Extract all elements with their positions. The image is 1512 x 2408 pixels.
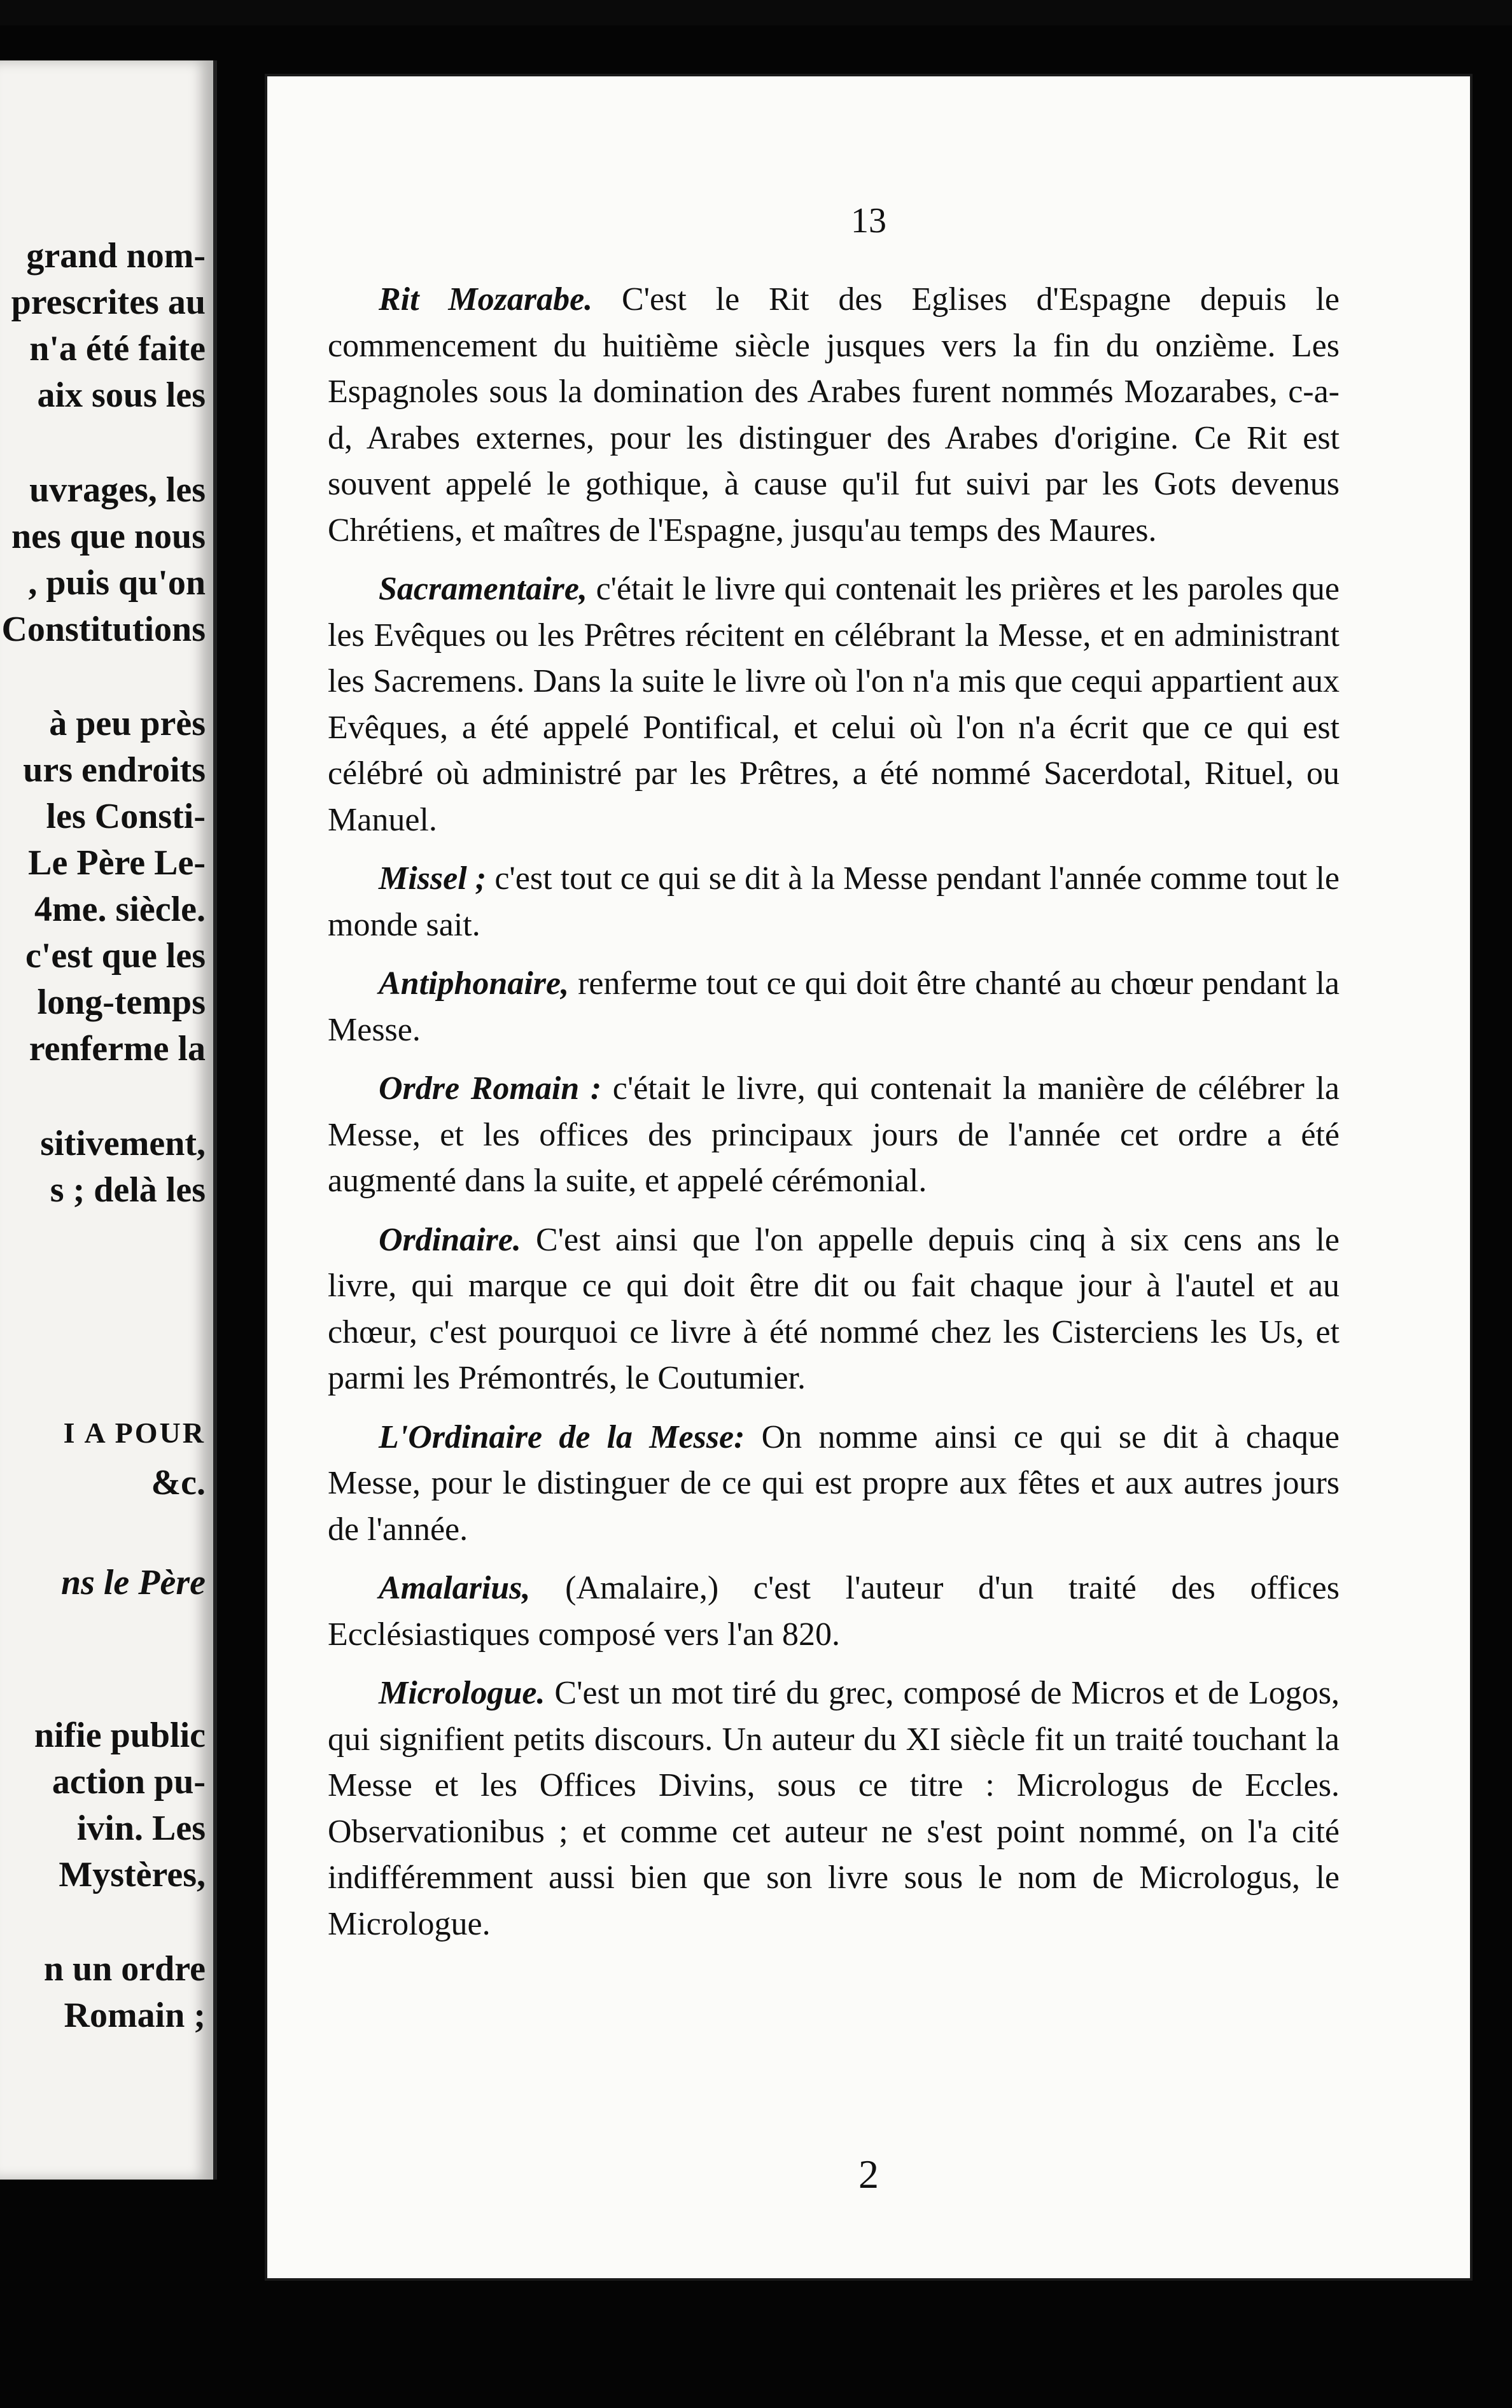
glossary-entry: [328, 1415, 1340, 1553]
left-page-line: s ; delà les: [50, 1170, 206, 1210]
entry-definition: c'était le livre, qui contenait la manière de célébrer la Messe, et les offices des principaux jours de l'année cet ordre a été augmenté dans la suite, et appelé cérémonial.: [328, 1070, 1340, 1199]
left-page-line: &c.: [151, 1463, 206, 1502]
entry-definition: C'est un mot tiré du grec, composé de Micros et de Logos, qui signifient petits discours. Un auteur du XI siècle fit un traité touchant la Messe et les Offices Divins, sous ce titre : Micrologus de Eccles. Observationibus ; et comme cet auteur ne s'est point nommé, on l'a cité indifféremment aussi bien que son livre sous le nom de Micrologus, le Micrologue.: [328, 1675, 1340, 1942]
entry-definition: C'est le Rit des Eglises d'Espagne depuis le commencement du huitième siècle jusques vers la fin du onzième. Les Espagnoles sous la domination des Arabes furent nommés Mozarabes, c-a-d, Arabes externes, pour les distinguer des Arabes d'origine. Ce Rit est souvent appelé le gothique, à cause qu'il fut suivi par les Gots devenus Chrétiens, et maîtres de l'Espagne, jusqu'au temps des Maures.: [328, 281, 1340, 549]
left-page-line: Le Père Le-: [28, 843, 206, 883]
entry-term: Antiphonaire,: [379, 965, 570, 1002]
left-page-line: n un ordre: [43, 1949, 206, 1989]
entry-definition: c'était le livre qui contenait les prières et les paroles que les Evêques ou les Prêtres récitent en célébrant la Messe, et en administrant les Sacremens. Dans la suite le livre où l'on n'a mis que cequi appartient aux Evêques, a été appelé Pontifical, et celui où l'on n'a écrit que ce qui est célébré où administré par les Prêtres, a été nommé Sacerdotal, Rituel, ou Manuel.: [328, 571, 1340, 838]
left-page-line: nes que nous: [11, 517, 206, 556]
main-page: [267, 76, 1470, 2278]
entry-definition: c'est tout ce qui se dit à la Messe pendant l'année comme tout le monde sait.: [328, 860, 1340, 943]
left-page-line: uvrages, les: [29, 470, 206, 510]
left-page-line: action pu-: [52, 1762, 206, 1802]
left-page-line: I A POUR: [63, 1417, 206, 1449]
left-page-line: , puis qu'on: [28, 563, 206, 603]
glossary-entry: [328, 277, 1340, 554]
text-block: [328, 277, 1340, 1960]
scan-border: [0, 0, 1512, 25]
glossary-entry: [328, 856, 1340, 948]
entry-definition: C'est ainsi que l'on appelle depuis cinq à six cens ans le livre, qui marque ce qui doit être dit ou fait chaque jour à l'autel et au chœur, c'est pourquoi ce livre à été nommé chez les Cisterciens les Us, et parmi les Prémontrés, le Coutumier.: [328, 1221, 1340, 1396]
entry-term: Ordinaire.: [379, 1221, 521, 1258]
left-page-line: n'a été faite: [29, 329, 206, 368]
entry-term: Amalarius,: [379, 1570, 531, 1606]
left-page-line: urs endroits: [23, 750, 206, 790]
entry-term: Sacramentaire,: [379, 571, 587, 607]
entry-term: L'Ordinaire de la Messe:: [379, 1418, 745, 1455]
left-page-line: Constitutions: [1, 610, 206, 649]
entry-term: Micrologue.: [379, 1675, 545, 1711]
left-page-line: aix sous les: [37, 375, 206, 415]
left-page-line: ivin. Les: [76, 1809, 206, 1848]
entry-term: Rit Mozarabe.: [379, 281, 593, 318]
glossary-entry: [328, 1670, 1340, 1947]
left-page-line: c'est que les: [25, 936, 206, 976]
left-page-line: Romain ;: [64, 1996, 206, 2035]
entry-term: Missel ;: [379, 860, 487, 897]
left-page-line: Mystères,: [59, 1855, 206, 1894]
entry-definition: renferme tout ce qui doit être chanté au chœur pendant la Messe.: [328, 965, 1340, 1048]
glossary-entry: [328, 566, 1340, 843]
left-page-line: renferme la: [29, 1029, 206, 1068]
signature-mark: 2: [858, 2152, 879, 2197]
left-page-line: prescrites au: [11, 283, 206, 322]
left-page-line: sitivement,: [40, 1124, 206, 1163]
entry-definition: On nomme ainsi ce qui se dit à chaque Messe, pour le distinguer de ce qui est propre aux fêtes et aux autres jours de l'année.: [328, 1418, 1340, 1548]
left-page-line: long-temps: [37, 983, 206, 1022]
left-facing-page: [0, 60, 217, 2180]
left-page-line: ns le Père: [60, 1563, 206, 1602]
glossary-entry: [328, 1565, 1340, 1658]
left-page-line: à peu près: [49, 704, 206, 743]
entry-term: Ordre Romain :: [379, 1070, 602, 1107]
page-number: 13: [851, 201, 886, 241]
glossary-entry: [328, 1066, 1340, 1205]
left-page-line: grand nom-: [26, 236, 206, 276]
left-page-line: nifie public: [34, 1716, 206, 1755]
left-page-line: 4me. siècle.: [34, 890, 206, 929]
glossary-entry: [328, 1217, 1340, 1402]
glossary-entry: [328, 961, 1340, 1053]
entry-definition: (Amalaire,) c'est l'auteur d'un traité des offices Ecclésiastiques composé vers l'an 820.: [328, 1570, 1340, 1653]
left-page-line: les Consti-: [46, 797, 206, 836]
